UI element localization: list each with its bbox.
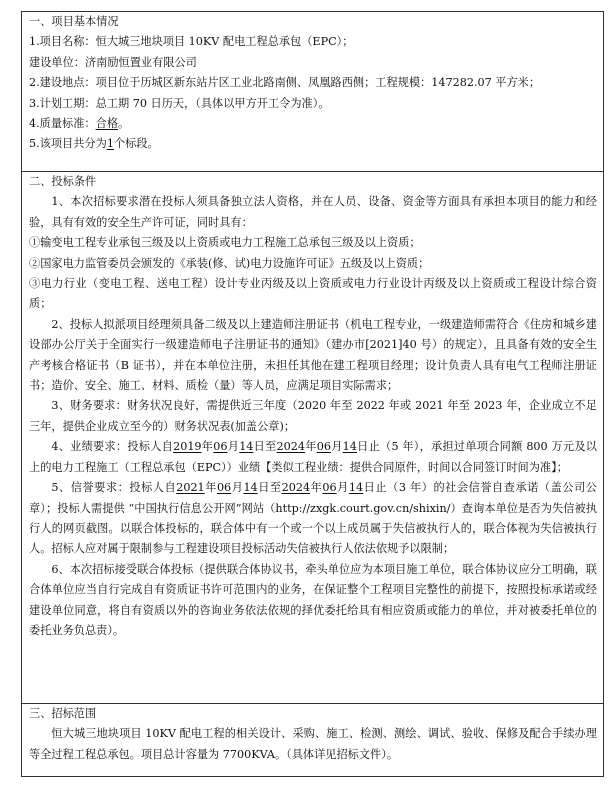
- schedule-line: 3.计划工期：总工期 70 日历天，（具体以甲方开工令为准）。: [29, 96, 330, 110]
- quality-value: 合格: [95, 117, 119, 131]
- section-basic-info: [22, 12, 604, 172]
- condition-paragraph: 2、投标人拟派项目经理须具备二级及以上建造师注册证书（机电工程专业，一级建造师需符合《住房和城乡建设部办公厅关于全面实行一级建造师电子注册证书的通知》（建办市[2021]40 号）的规定），且具备有效的安全生产考核合格证书（B 证书），并在本单位注册，未担任其他在建工程项目经理；设计负责人具有电气工程师注册证书；造价、安全、施工、材料、质检（量）等人员，应满足项目实际需求；: [29, 317, 597, 393]
- section-heading: 一、项目基本情况: [29, 15, 119, 28]
- owner-line: 建设单位：济南励恒置业有限公司: [29, 55, 197, 69]
- condition-paragraph: 1、本次招标要求潜在投标人须具备独立法人资格，并在人员、设备、资金等方面具有承担本项目的能力和经验，具有有效的安全生产许可证，同时具有：: [29, 195, 597, 229]
- sections-count: 1: [106, 137, 114, 151]
- section-bid-conditions: [22, 172, 604, 704]
- condition-paragraph: 3、财务要求：财务状况良好，需提供近三年度（2020 年至 2022 年或 2021 年至 2023 年，企业成立不足三年，提供企业成立至今的）财务状况表(加盖公章)；: [29, 399, 597, 433]
- section-heading: 二、投标条件: [29, 175, 97, 188]
- location-line: 2.建设地点：项目位于历城区新东站片区工业北路南侧、凤凰路西侧；工程规模：147282.07 平方米；: [29, 76, 541, 90]
- qualification-item: ②国家电力监管委员会颁发的《承装(修、试)电力设施许可证》五级及以上资质；: [29, 256, 430, 270]
- credit-paragraph: 5、信誉要求：投标人自2021年06月14日至2024年06月14日止（3 年）的社会信誉自查承诺（盖公司公章）；投标人需提供 “中国执行信息公开网”网站（http://zxgk.court.gov.cn/shixin/）查询本单位是否为失信被执行人的网页截图。以联合体投标的，联合体中有一个或一个以上成员属于失信被执行人的，联合体视为失信被执行人。招标人应对属于限制参与工程建设项目投标活动失信被执行人依法依规予以限制；: [29, 481, 597, 556]
- section-scope: [22, 704, 604, 777]
- project-name: 恒大城三地块项目 10KV 配电工程总承包（EPC）；: [95, 35, 354, 49]
- consortium-paragraph: 6、本次招标接受联合体投标（提供联合体协议书，牵头单位应为本项目施工单位，联合体协议应分工明确，联合体单位应当自行完成自有资质证书许可范围内的业务，在保证整个工程项目完整性的前提下，按照投标承诺或经建设单位同意，将自有资质以外的咨询业务依法依规的择优委托给具有相应资质或能力的单位，并对被委托单位的委托业务负总责）。: [29, 562, 597, 637]
- sections-line: 5.该项目共分为1个标段。: [29, 137, 159, 151]
- owner-name: 济南励恒置业有限公司: [84, 55, 197, 69]
- tender-info-table: [21, 11, 604, 777]
- performance-paragraph: 4、业绩要求：投标人自2019年06月14日至2024年06月14日止（5 年），承担过单项合同额 800 万元及以上的电力工程施工（工程总承包（EPC））业绩【类似工程业绩：提供合同原件，时间以合同签订时间为准】；: [29, 440, 597, 474]
- scope-paragraph: 恒大城三地块项目 10KV 配电工程的相关设计、采购、施工、检测、测绘、调试、验收、保修及配合手续办理等全过程工程总承包。项目总计容量为 7700KVA。（具体详见招标文件）。: [29, 727, 597, 761]
- project-name-line: 1.项目名称：恒大城三地块项目 10KV 配电工程总承包（EPC）；: [29, 35, 354, 49]
- quality-line: 4.质量标准：合格。: [29, 117, 130, 131]
- qualification-item: ①输变电工程专业承包三级及以上资质或电力工程施工总承包三级及以上资质；: [29, 236, 421, 250]
- qualification-item: ③电力行业（变电工程、送电工程）设计专业丙级及以上资质或电力行业设计丙级及以上资质或工程设计综合资质；: [29, 277, 597, 311]
- section-heading: 三、招标范围: [29, 707, 97, 720]
